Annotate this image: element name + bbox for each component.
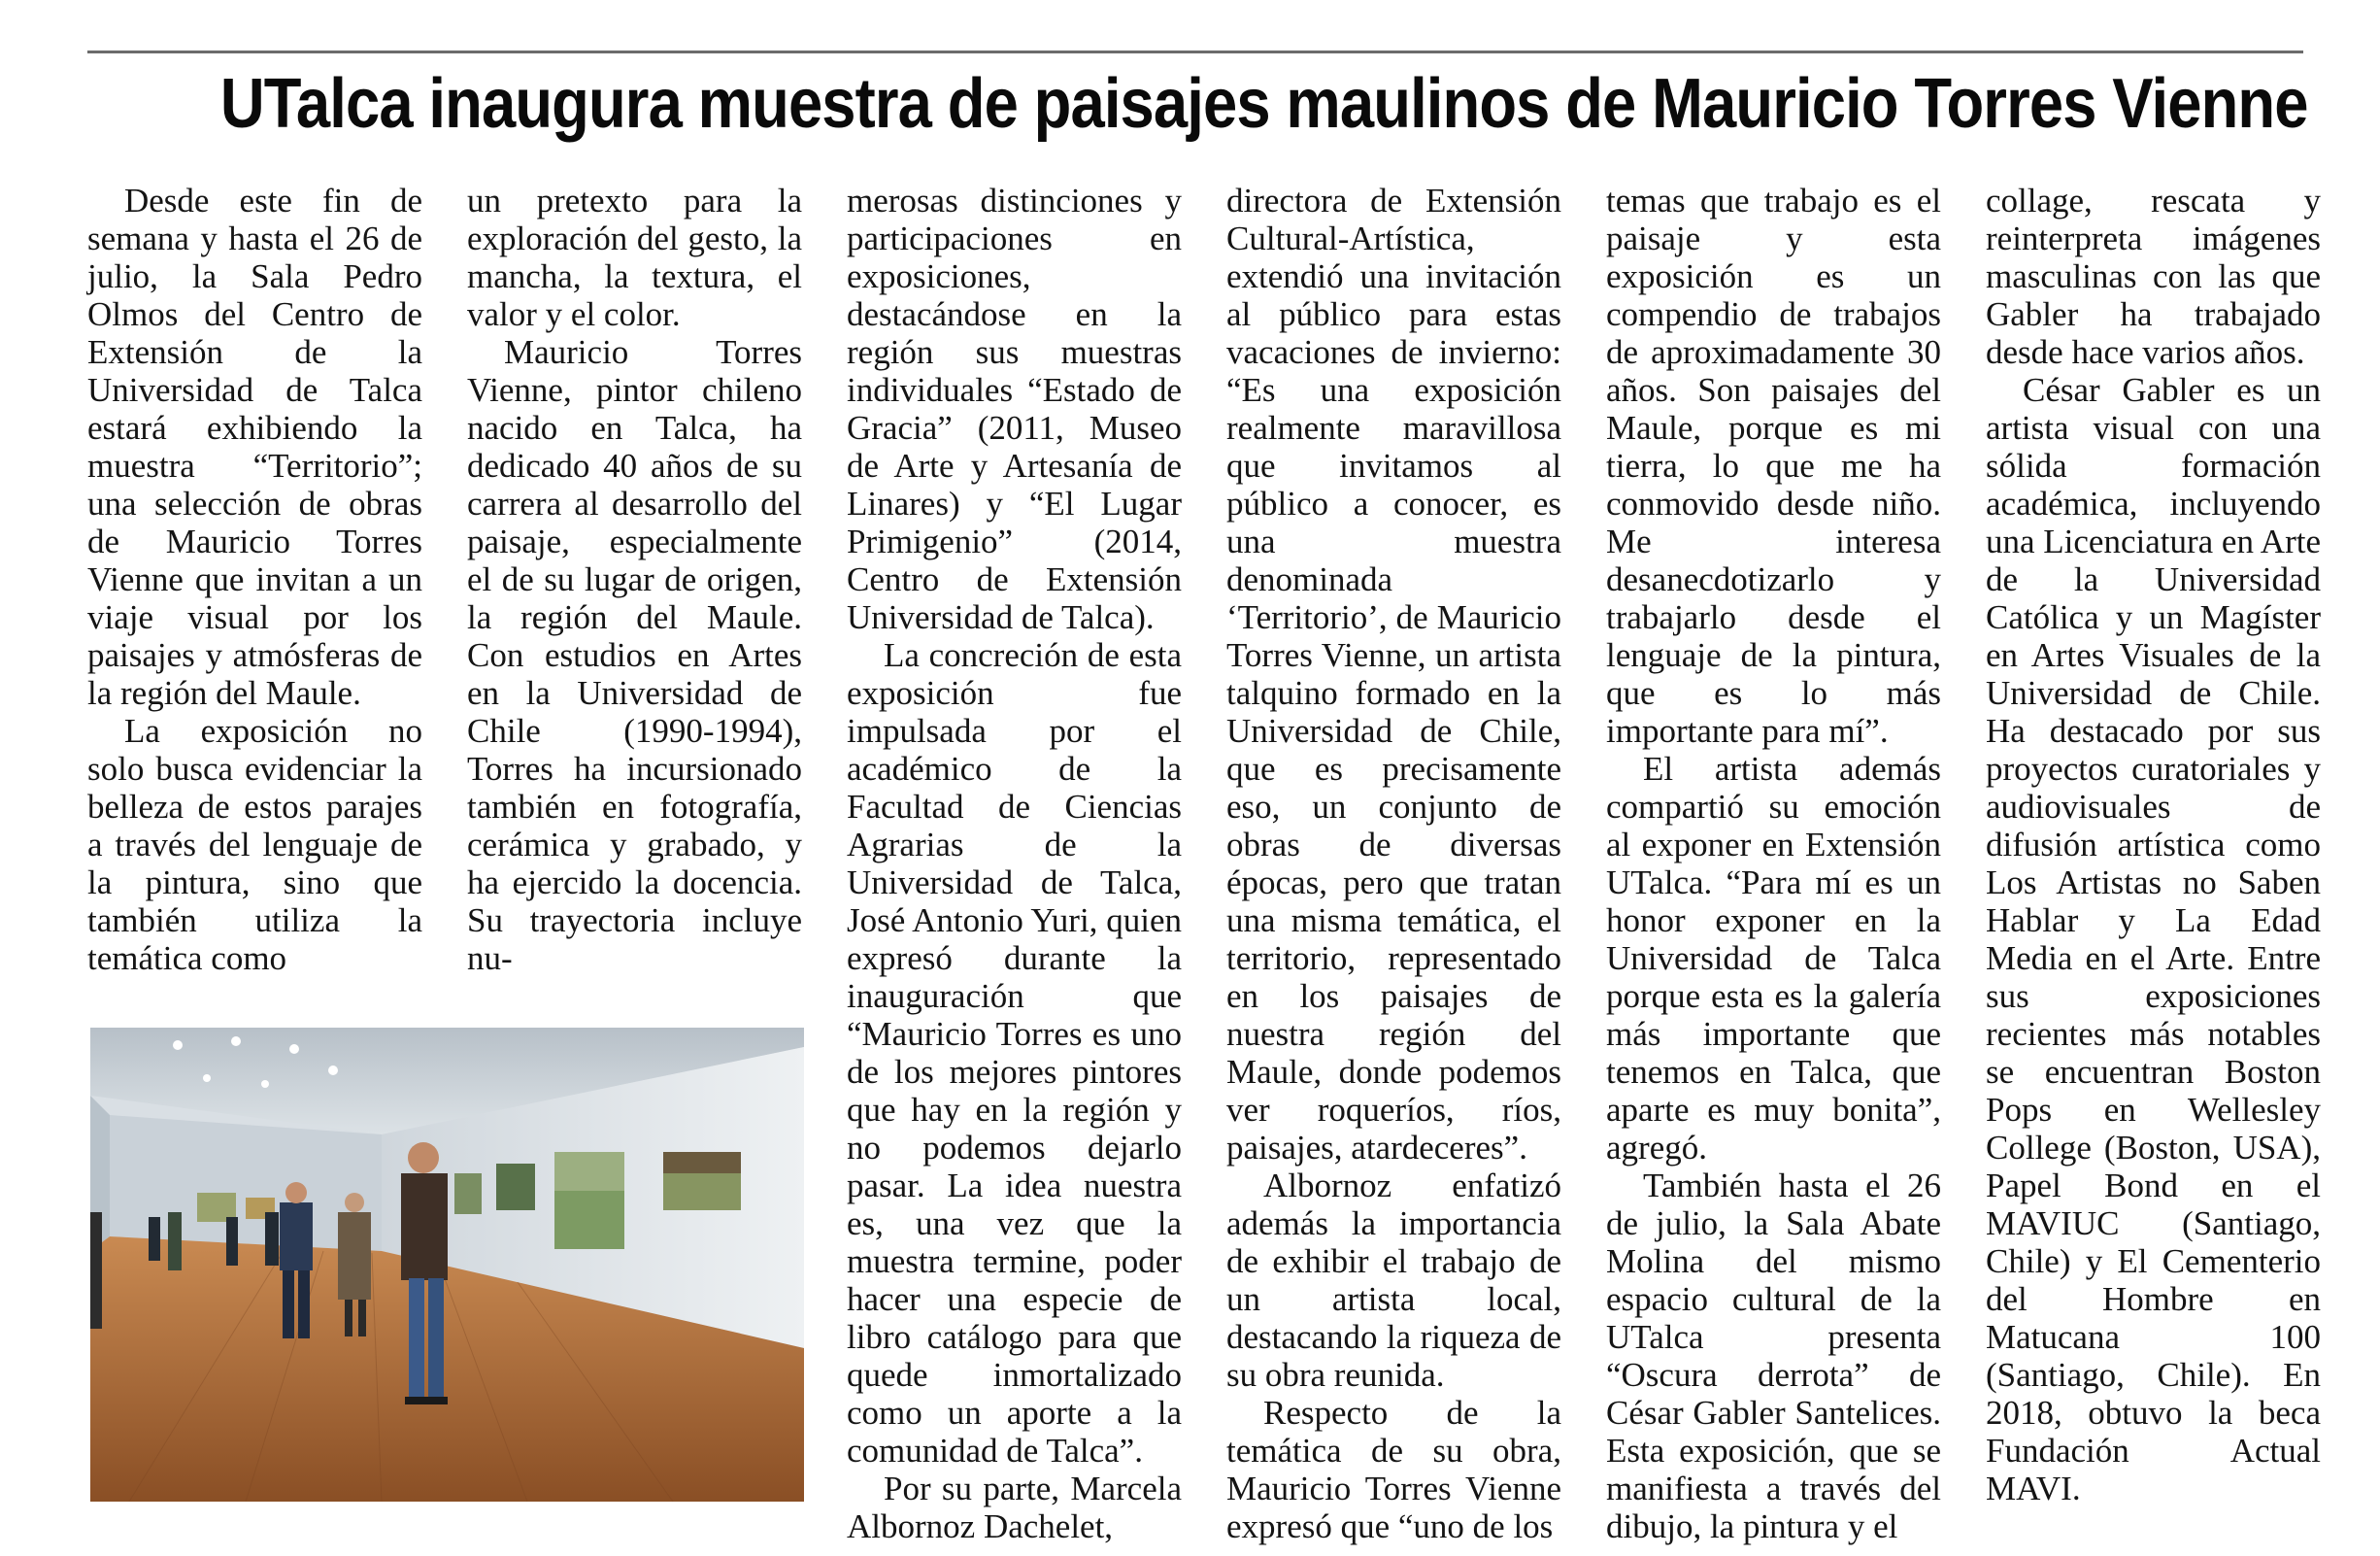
paragraph: temas que trabajo es el paisaje y esta exposición es un compendio de trabajos de aproximadamente 30 años. Son paisajes del Maule, porque es mi tierra, lo que me ha conmovido desde niño. Me interesa desanecdotizarlo y trabajarlo desde el lenguaje de la pintura, que es lo más importante para mí”.: [1606, 182, 1941, 750]
paragraph: collage, rescata y reinterpreta imágenes masculinas con las que Gabler ha trabajado desde hace varios años.: [1986, 182, 2321, 371]
gallery-photo: [90, 1028, 804, 1502]
paragraph: César Gabler es un artista visual con una sólida formación académica, incluyendo una Licenciatura en Arte de la Universidad Católica y un Magíster en Artes Visuales de la Universidad de Chile. Ha destacado por sus proyectos curatoriales y audiovisuales de difusión artística como Los Artistas no Saben Hablar y La Edad Media en el Arte. Entre sus exposiciones recientes más notables se encuentran Boston Pops en Wellesley College (Boston, USA), Papel Bond en el MAVIUC (Santiago, Chile) y El Cementerio del Hombre en Matucana 100 (Santiago, Chile). En 2018, obtuvo la beca Fundación Actual MAVI.: [1986, 371, 2321, 1507]
article-column-3: [847, 182, 1182, 1545]
article-column-6: [1986, 182, 2321, 1507]
paragraph: El artista además compartió su emoción al exponer en Extensión UTalca. “Para mí es un honor exponer en la Universidad de Talca porque esta es la galería más importante que tenemos en Talca, que aparte es muy bonita”, agregó.: [1606, 750, 1941, 1167]
article-column-4: [1226, 182, 1561, 1545]
paragraph: También hasta el 26 de julio, la Sala Abate Molina del mismo espacio cultural de la UTalca presenta “Oscura derrota” de César Gabler Santelices. Esta exposición, que se manifiesta a través del dibujo, la pintura y el: [1606, 1167, 1941, 1545]
paragraph: Desde este fin de semana y hasta el 26 de julio, la Sala Pedro Olmos del Centro de Extensión de la Universidad de Talca estará exhibiendo la muestra “Territorio”; una selección de obras de Mauricio Torres Vienne que invitan a un viaje visual por los paisajes y atmósferas de la región del Maule.: [87, 182, 422, 712]
article-headline: UTalca inaugura muestra de paisajes maulinos de Mauricio Torres Vienne: [219, 65, 2308, 143]
top-rule: [87, 51, 2303, 53]
paragraph: Por su parte, Marcela Albornoz Dachelet,: [847, 1470, 1182, 1545]
paragraph: Respecto de la temática de su obra, Mauricio Torres Vienne expresó que “uno de los: [1226, 1394, 1561, 1545]
article-column-2: [467, 182, 802, 977]
article-column-1: [87, 182, 422, 977]
article-column-5: [1606, 182, 1941, 1545]
paragraph: directora de Extensión Cultural-Artística, extendió una invitación al público para estas vacaciones de invierno: “Es una exposición realmente maravillosa que invitamos al público a conocer, es una muestra denominada ‘Territorio’, de Mauricio Torres Vienne, un artista talquino formado en la Universidad de Chile, que es precisamente eso, un conjunto de obras de diversas épocas, pero que tratan una misma temática, el territorio, representado en los paisajes de nuestra región del Maule, donde podemos ver roqueríos, ríos, paisajes, atardeceres”.: [1226, 182, 1561, 1167]
paragraph: La concreción de esta exposición fue impulsada por el académico de la Facultad de Ciencias Agrarias de la Universidad de Talca, José Antonio Yuri, quien expresó durante la inauguración que “Mauricio Torres es uno de los mejores pintores que hay en la región y no podemos dejarlo pasar. La idea nuestra es, una vez que la muestra termine, poder hacer una especie de libro catálogo para que quede inmortalizado como un aporte a la comunidad de Talca”.: [847, 636, 1182, 1470]
paragraph: Mauricio Torres Vienne, pintor chileno nacido en Talca, ha dedicado 40 años de su carrera al desarrollo del paisaje, especialmente el de su lugar de origen, la región del Maule. Con estudios en Artes en la Universidad de Chile (1990-1994), Torres ha incursionado también en fotografía, cerámica y grabado, y ha ejercido la docencia. Su trayectoria incluye nu-: [467, 333, 802, 977]
paragraph: Albornoz enfatizó además la importancia de exhibir el trabajo de un artista local, destacando la riqueza de su obra reunida.: [1226, 1167, 1561, 1394]
paragraph: un pretexto para la exploración del gesto, la mancha, la textura, el valor y el color.: [467, 182, 802, 333]
paragraph: La exposición no solo busca evidenciar la belleza de estos parajes a través del lenguaje de la pintura, sino que también utiliza la temática como: [87, 712, 422, 977]
paragraph: merosas distinciones y participaciones en exposiciones, destacándose en la región sus muestras individuales “Estado de Gracia” (2011, Museo de Arte y Artesanía de Linares) y “El Lugar Primigenio” (2014, Centro de Extensión Universidad de Talca).: [847, 182, 1182, 636]
